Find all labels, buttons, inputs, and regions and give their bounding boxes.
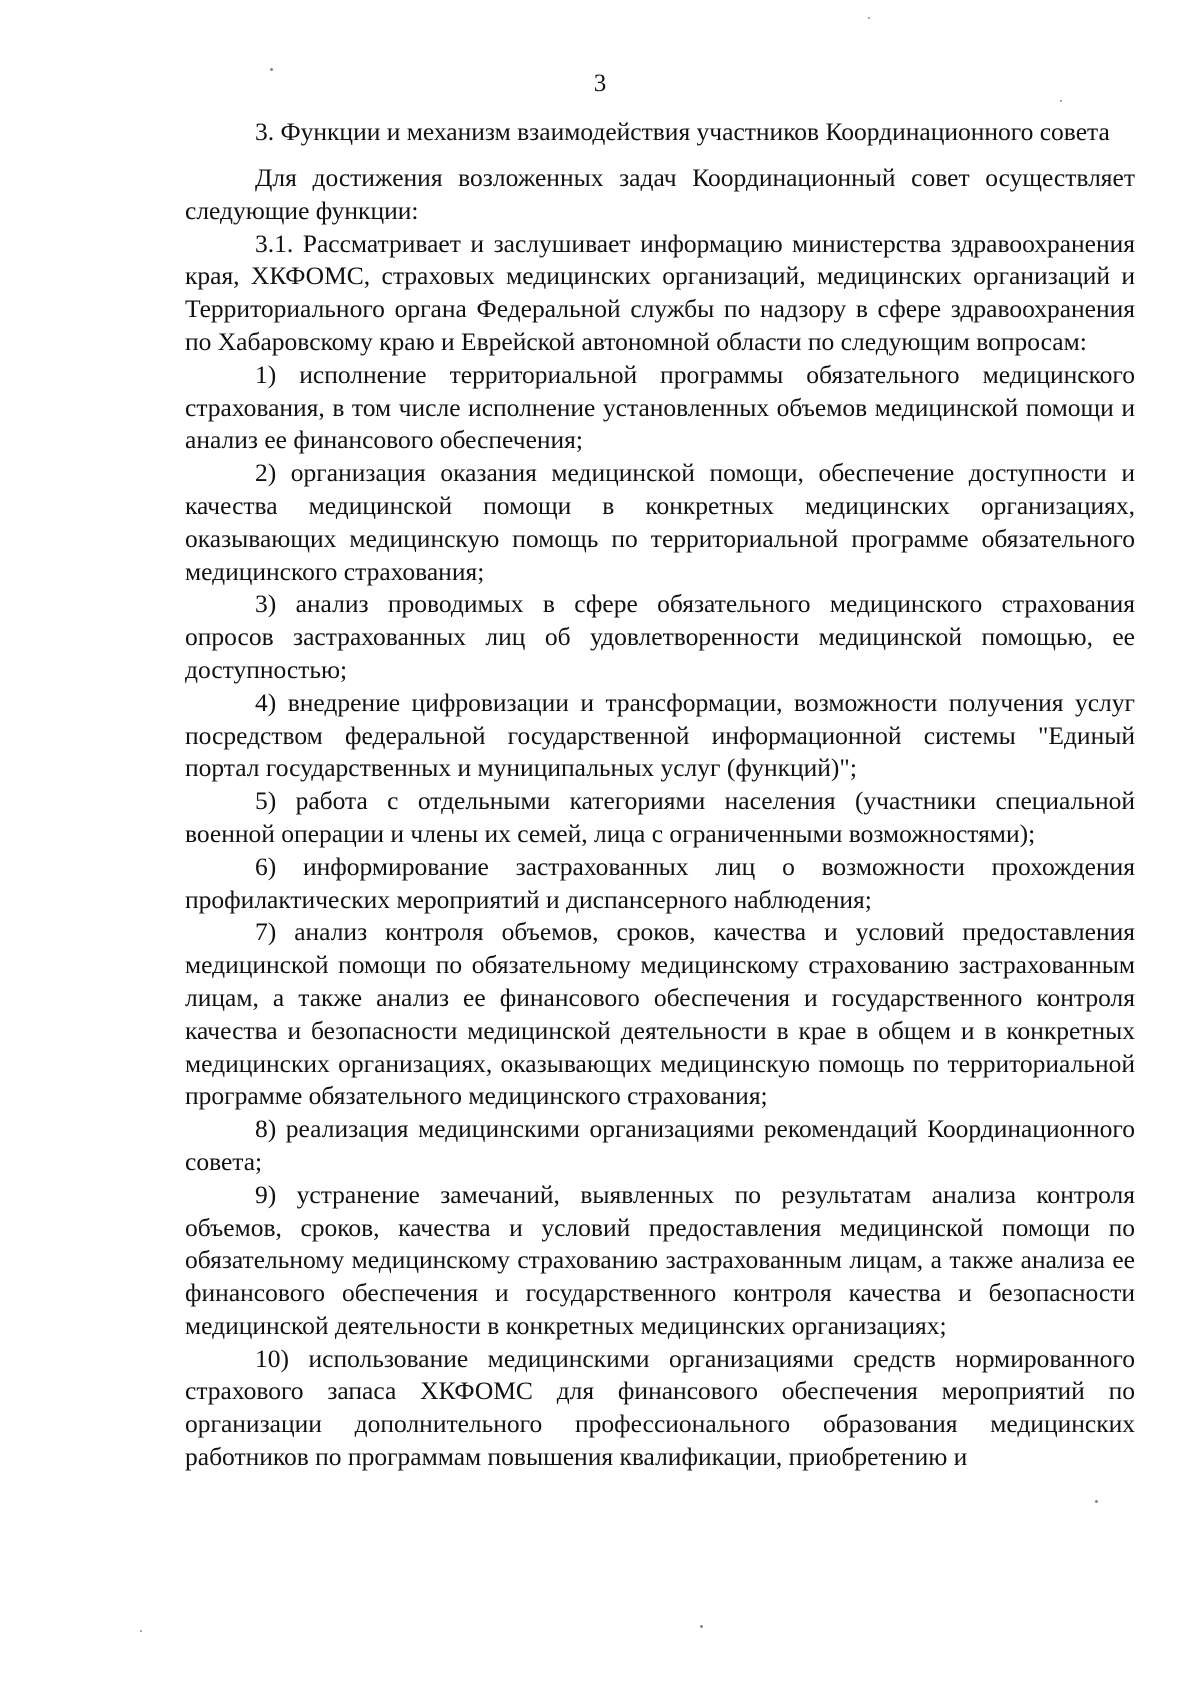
scan-speck (1060, 100, 1062, 102)
list-item-9: 9) устранение замечаний, выявленных по результатам анализа контроля объемов, сроков, качества и условий предоставления медицинской помощи по обязательному медицинскому страхованию застрахованным лицам, а также анализа ее финансового обеспечения и государственного контроля качества и безопасности медицинской деятельности в конкретных медицинских организациях; (185, 1179, 1135, 1340)
list-item-7: 7) анализ контроля объемов, сроков, качества и условий предоставления медицинской помощи по обязательному медицинскому страхованию застрахованным лицам, а также анализ ее финансового обеспечения и государственного контроля качества и безопасности медицинской деятельности в крае в общем и в конкретных медицинских организациях, оказывающих медицинскую помощь по территориальной программе обязательного медицинского страхования; (185, 917, 1135, 1111)
list-item-1: 1) исполнение территориальной программы обязательного медицинского страхования, в том числе исполнение установленных объемов медицинской помощи и анализ ее финансового обеспечения; (185, 359, 1135, 455)
section-title: Функции и механизм взаимодействия участников Координационного совета (280, 117, 1110, 146)
page-number: 3 (593, 70, 607, 97)
list-item-2: 2) организация оказания медицинской помощи, обеспечение доступности и качества медицинской помощи в конкретных медицинских организациях, оказывающих медицинскую помощь по территориальной программе обязательного медицинского страхования; (185, 458, 1135, 586)
paragraph-3-1: 3.1. Рассматривает и заслушивает информацию министерства здравоохранения края, ХКФОМС, страховых медицинских организаций, медицинских организаций и Территориального органа Федеральной службы по надзору в сфере здравоохранения по Хабаровскому краю и Еврейской автономной области по следующим вопросам: (185, 228, 1135, 356)
section-number: 3. (255, 117, 275, 146)
document-body (185, 118, 1135, 1474)
scan-speck (140, 1630, 142, 1632)
section-heading (255, 118, 1135, 146)
scan-speck (1095, 1500, 1098, 1503)
list-item-8: 8) реализация медицинскими организациями рекомендаций Координационного совета; (185, 1114, 1135, 1176)
list-item-4: 4) внедрение цифровизации и трансформации, возможности получения услуг посредством федеральной государственной информационной системы "Единый портал государственных и муниципальных услуг (функций)"; (185, 687, 1135, 783)
list-item-10: 10) использование медицинскими организациями средств нормированного страхового запаса ХКФОМС для финансового обеспечения мероприятий по организации дополнительного профессионального образования медицинских работников по программам повышения квалификации, приобретению и (185, 1343, 1135, 1472)
scan-speck (868, 17, 870, 19)
list-item-6: 6) информирование застрахованных лиц о возможности прохождения профилактических мероприятий и диспансерного наблюдения; (185, 851, 1135, 914)
scan-speck (270, 68, 273, 71)
scan-speck (700, 1625, 703, 1628)
list-item-5: 5) работа с отдельными категориями населения (участники специальной военной операции и члены их семей, лица с ограниченными возможностями); (185, 786, 1135, 848)
list-item-3: 3) анализ проводимых в сфере обязательного медицинского страхования опросов застрахованных лиц об удовлетворенности медицинской помощью, ее доступностью; (185, 589, 1135, 684)
paragraph-intro: Для достижения возложенных задач Координационный совет осуществляет следующие функции: (185, 163, 1135, 225)
